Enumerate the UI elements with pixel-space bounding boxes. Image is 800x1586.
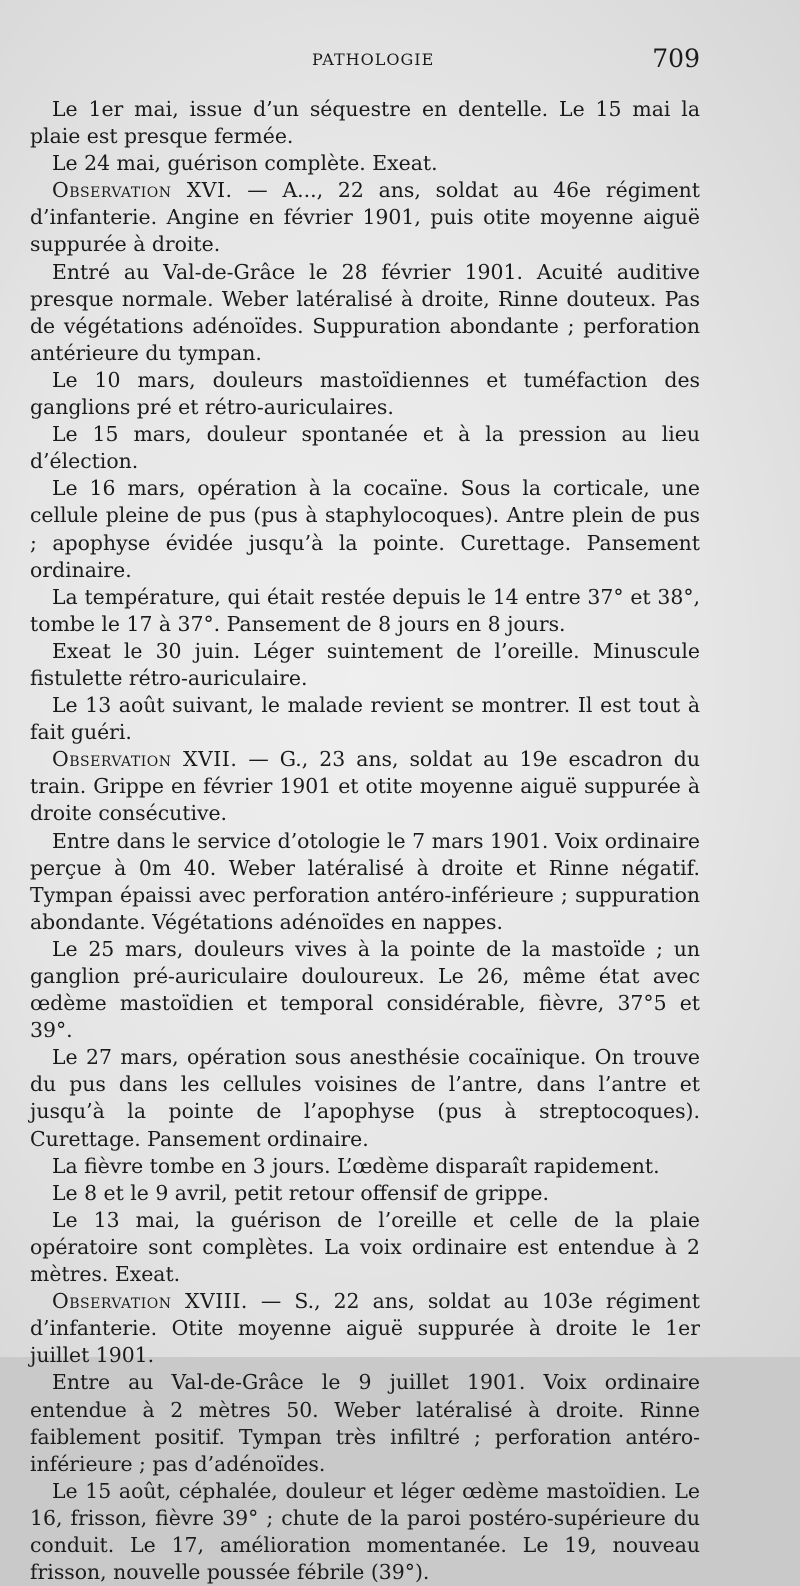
paragraph bbox=[30, 1478, 700, 1586]
paragraph bbox=[30, 1369, 700, 1477]
paragraph-text: Entré au Val-de-Grâce le 28 février 1901. Acuité auditive presque normale. Weber latéralisé à droite, Rinne douteux. Pas de végétations adénoïdes. Suppuration abondante ; perforation antérieure du tympan. bbox=[30, 259, 700, 365]
paragraph-text: — G., 23 ans, soldat au 19e escadron du train. Grippe en février 1901 et otite moyenne aiguë suppurée à droite consécutive. bbox=[30, 747, 700, 826]
paragraph bbox=[30, 150, 700, 177]
paragraph-text: Le 27 mars, opération sous anesthésie cocaïnique. On trouve du pus dans les cellules voisines de l’antre, dans l’antre et jusqu’à la pointe de l’apophyse (pus à streptocoques). Curettage. Pansement ordinaire. bbox=[30, 1045, 700, 1151]
paragraph bbox=[30, 828, 700, 936]
paragraph bbox=[30, 96, 700, 150]
paragraph bbox=[30, 1153, 700, 1180]
observation-label: Observation XVII. bbox=[52, 747, 238, 772]
paragraph-text: Le 1er mai, issue d’un séquestre en dentelle. Le 15 mai la plaie est presque fermée. bbox=[30, 97, 700, 149]
paragraph-text: Le 15 août, céphalée, douleur et léger œdème mastoïdien. Le 16, frisson, fièvre 39° ; chute de la paroi postéro-supérieure du conduit. Le 17, amélioration momentanée. Le 19, nouveau frisson, nouvelle poussée fébrile (39°). bbox=[30, 1478, 700, 1585]
paragraph-text: Le 25 mars, douleurs vives à la pointe de la mastoïde ; un ganglion pré-auriculaire douloureux. Le 26, même état avec œdème mastoïdien et temporal considérable, fièvre, 37°5 et 39°. bbox=[30, 936, 700, 1043]
page-number: 709 bbox=[652, 44, 700, 73]
paragraph-text: Le 13 mai, la guérison de l’oreille et celle de la plaie opératoire sont complètes. La voix ordinaire est entendue à 2 mètres. Exeat. bbox=[30, 1207, 700, 1287]
paragraph bbox=[30, 692, 700, 746]
paragraph bbox=[30, 475, 700, 583]
paragraph-text: — A..., 22 ans, soldat au 46e régiment d’infanterie. Angine en février 1901, puis otite moyenne aiguë suppurée à droite. bbox=[30, 178, 700, 257]
observation-paragraph bbox=[30, 1288, 700, 1369]
paragraph-text: Le 8 et le 9 avril, petit retour offensif de grippe. bbox=[52, 1180, 549, 1205]
paragraph-text: Entre dans le service d’otologie le 7 mars 1901. Voix ordinaire perçue à 0m 40. Weber latéralisé à droite et Rinne négatif. Tympan épaissi avec perforation antéro-inférieure ; suppuration abondante. Végétations adénoïdes en nappes. bbox=[30, 828, 700, 934]
paragraph-text: Entre au Val-de-Grâce le 9 juillet 1901. Voix ordinaire entendue à 2 mètres 50. Weber latéralisé à droite. Rinne faiblement positif. Tympan très infiltré ; perforation antéro-inférieure ; pas d’adénoïdes. bbox=[30, 1370, 700, 1476]
paragraph-text: Exeat le 30 juin. Léger suintement de l’oreille. Minuscule fistulette rétro-auriculaire. bbox=[30, 638, 700, 690]
page-header bbox=[0, 44, 800, 80]
paragraph bbox=[30, 367, 700, 421]
paragraph-text: Le 13 août suivant, le malade revient se montrer. Il est tout à fait guéri. bbox=[30, 693, 700, 745]
observation-paragraph bbox=[30, 746, 700, 827]
paragraph-text: La fièvre tombe en 3 jours. L’œdème disparaît rapidement. bbox=[52, 1153, 660, 1178]
body-text bbox=[30, 96, 700, 1586]
paragraph bbox=[30, 421, 700, 475]
paragraph-text: La température, qui était restée depuis le 14 entre 37° et 38°, tombe le 17 à 37°. Pansement de 8 jours en 8 jours. bbox=[30, 584, 700, 636]
paragraph-text: Le 16 mars, opération à la cocaïne. Sous la corticale, une cellule pleine de pus (pus à staphylocoques). Antre plein de pus ; apophyse évidée jusqu’à la pointe. Curettage. Pansement ordinaire. bbox=[30, 476, 700, 582]
paragraph bbox=[30, 1207, 700, 1288]
paragraph bbox=[30, 638, 700, 692]
running-head: PATHOLOGIE bbox=[312, 50, 435, 69]
observation-label: Observation XVIII. bbox=[52, 1289, 248, 1314]
paragraph-text: — S., 22 ans, soldat au 103e régiment d’infanterie. Otite moyenne aiguë suppurée à droite le 1er juillet 1901. bbox=[30, 1289, 700, 1368]
paragraph bbox=[30, 1044, 700, 1152]
paragraph bbox=[30, 584, 700, 638]
paragraph bbox=[30, 259, 700, 367]
paragraph bbox=[30, 936, 700, 1044]
paragraph-text: Le 15 mars, douleur spontanée et à la pression au lieu d’élection. bbox=[30, 422, 700, 474]
paragraph-text: Le 10 mars, douleurs mastoïdiennes et tuméfaction des ganglions pré et rétro-auriculaires. bbox=[30, 367, 700, 420]
paragraph bbox=[30, 1180, 700, 1207]
observation-paragraph bbox=[30, 177, 700, 258]
paragraph-text: Le 24 mai, guérison complète. Exeat. bbox=[52, 151, 438, 176]
observation-label: Observation XVI. bbox=[52, 178, 233, 203]
